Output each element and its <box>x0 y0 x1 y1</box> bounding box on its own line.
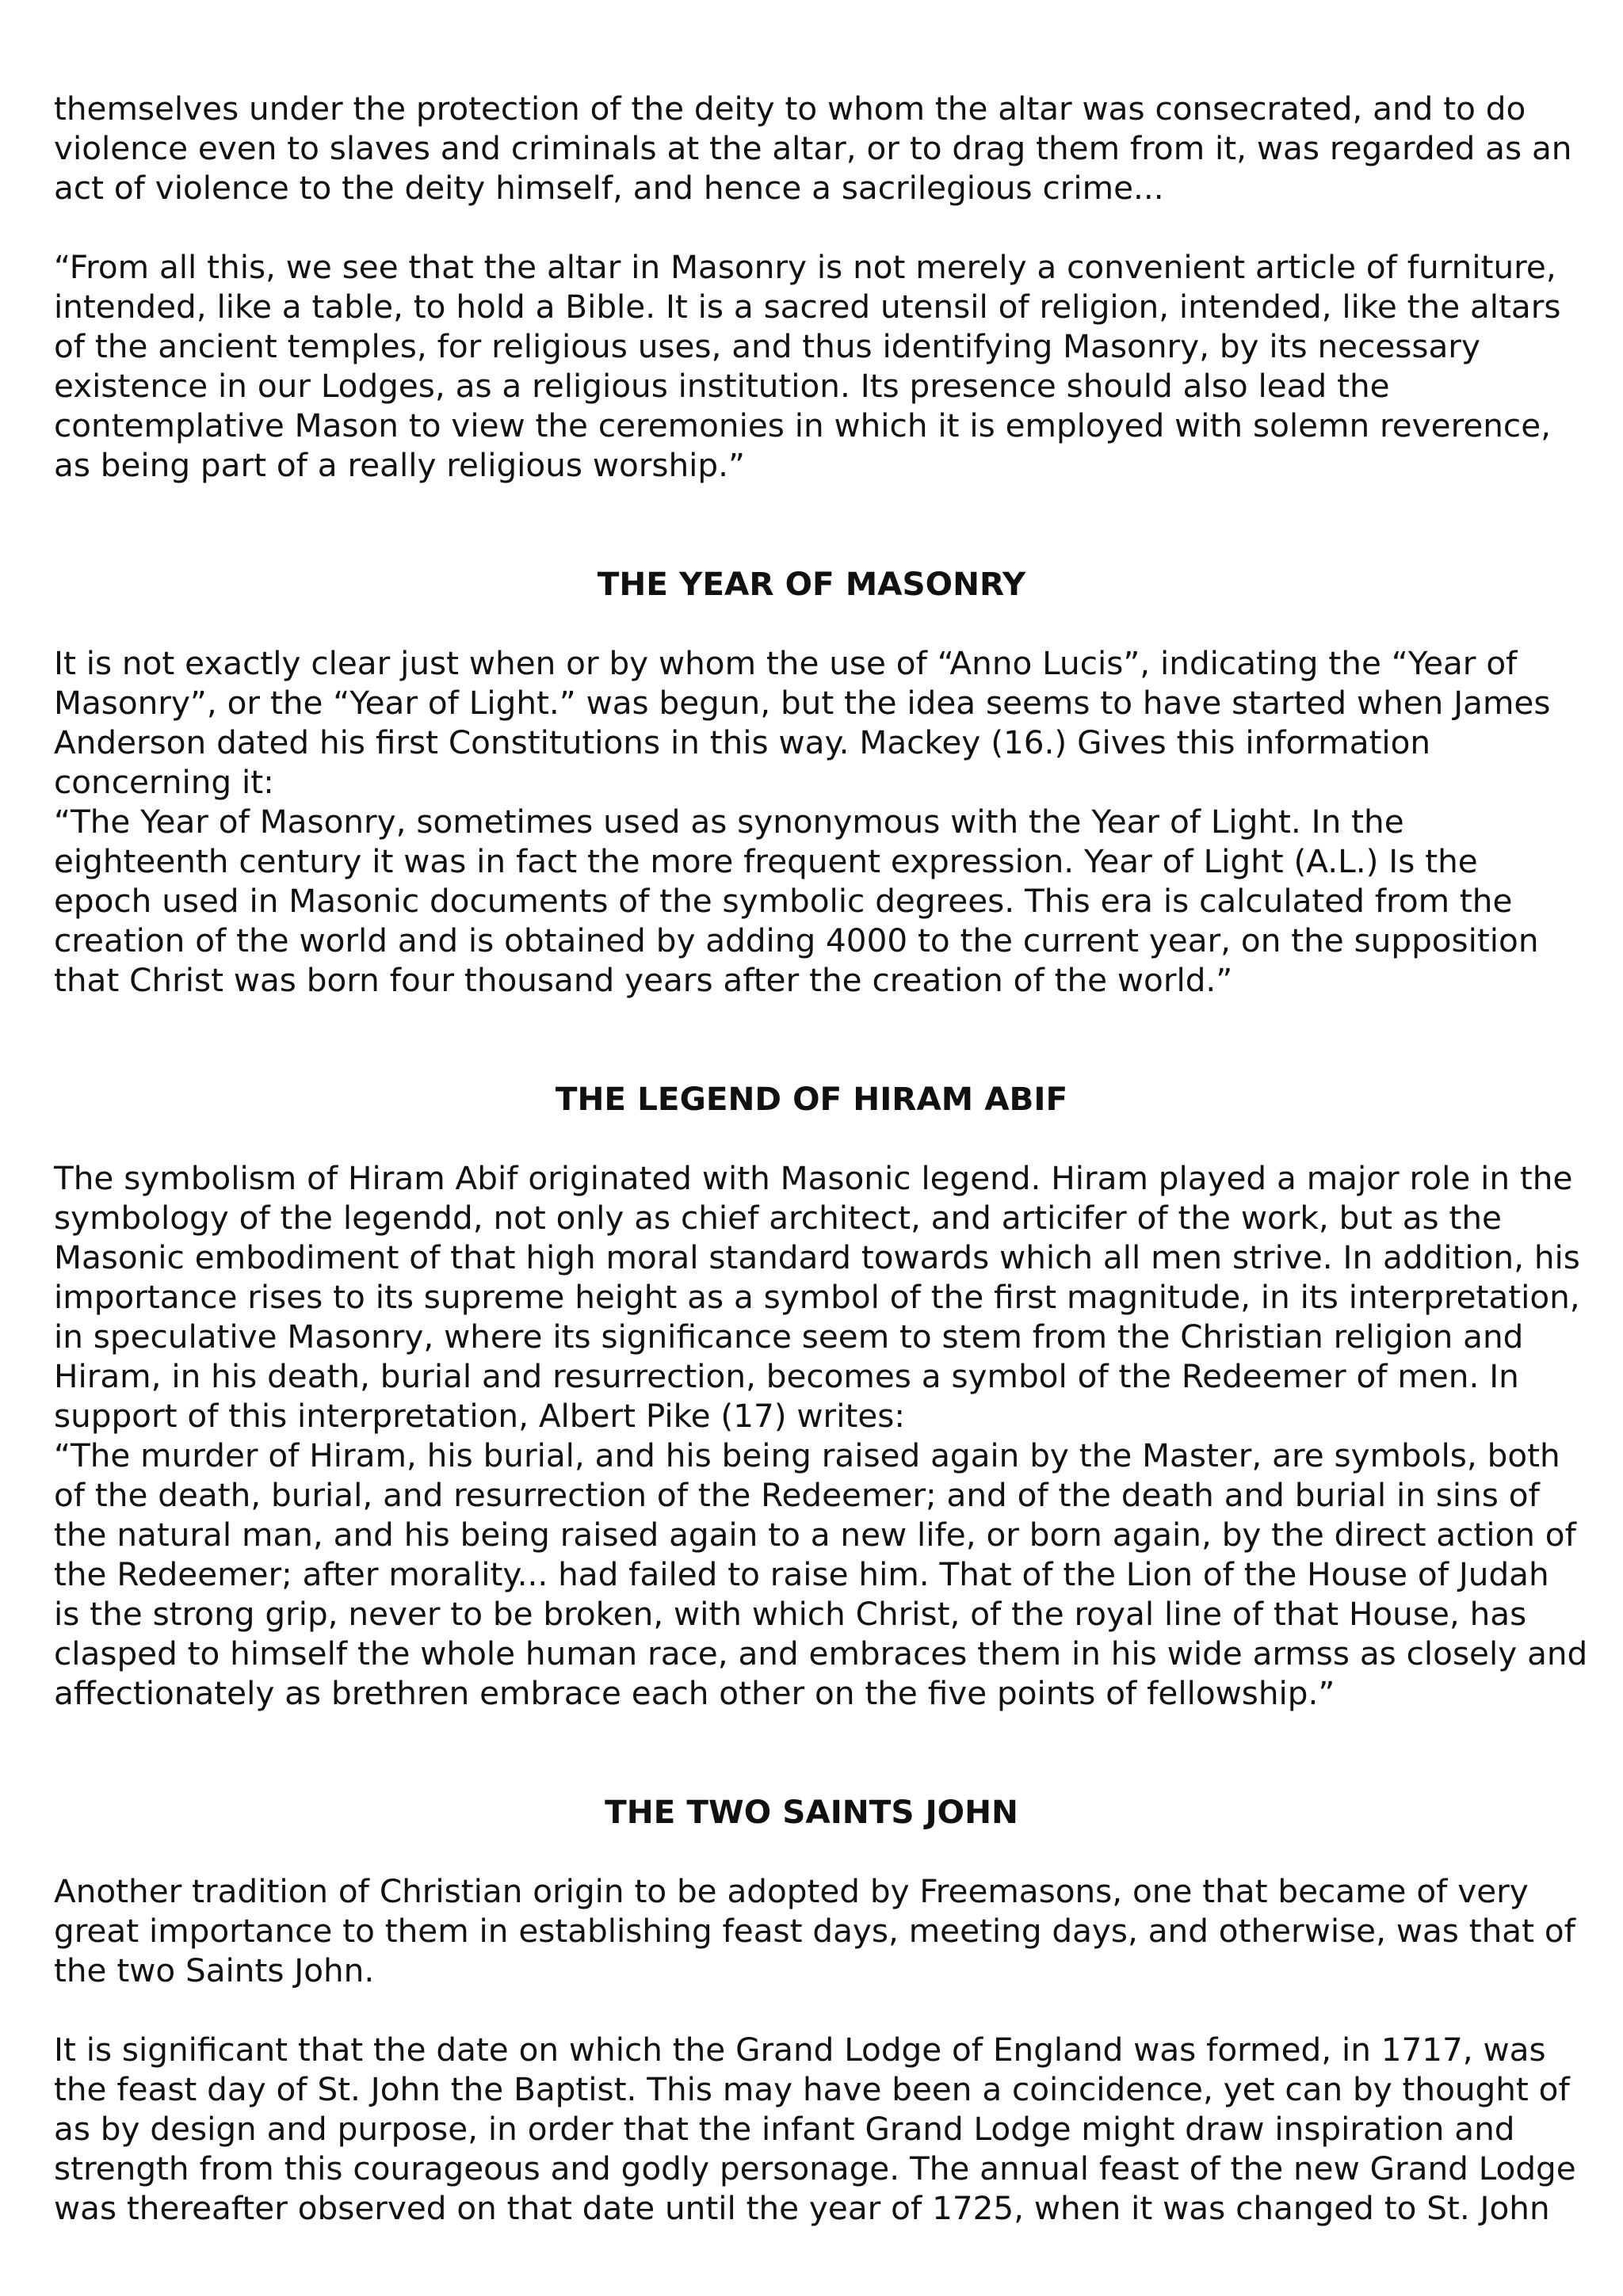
text-line: of the death, burial, and resurrection of the Redeemer; and of the death and burial in sins of <box>54 1476 1540 1514</box>
text-line: “The Year of Masonry, sometimes used as synonymous with the Year of Light. In the <box>54 803 1404 841</box>
text-line: Masonic embodiment of that high moral standard towards which all men strive. In addition, his <box>54 1238 1580 1276</box>
text-line: Hiram, in his death, burial and resurrection, becomes a symbol of the Redeemer of men. In <box>54 1357 1519 1395</box>
text-line: the two Saints John. <box>54 1951 375 1989</box>
text-line: Anderson dated his first Constitutions in this way. Mackey (16.) Gives this information <box>54 723 1431 761</box>
paragraph-altar-protection <box>54 89 1609 208</box>
text-line: as by design and purpose, in order that the infant Grand Lodge might draw inspiration and <box>54 2110 1515 2148</box>
section-heading-year-of-masonry: THE YEAR OF MASONRY <box>597 565 1026 603</box>
paragraph-grand-lodge <box>54 2030 1609 2228</box>
text-line: The symbolism of Hiram Abif originated with Masonic legend. Hiram played a major role in the <box>54 1159 1573 1197</box>
text-line: creation of the world and is obtained by adding 4000 to the current year, on the supposition <box>54 921 1539 959</box>
text-line: “From all this, we see that the altar in Masonry is not merely a convenient article of furniture, <box>54 248 1556 286</box>
text-line: strength from this courageous and godly personage. The annual feast of the new Grand Lodge <box>54 2149 1576 2187</box>
section-spacer <box>54 1713 1609 1792</box>
text-line: great importance to them in establishing feast days, meeting days, and otherwise, was that of <box>54 1912 1575 1950</box>
text-line: eighteenth century it was in fact the more frequent expression. Year of Light (A.L.) Is the <box>54 842 1478 880</box>
text-line: as being part of a really religious worship.” <box>54 446 745 484</box>
document-page <box>54 89 1609 2228</box>
paragraph-spacer <box>54 208 1609 247</box>
text-line: It is significant that the date on which the Grand Lodge of England was formed, in 1717, was <box>54 2031 1546 2069</box>
text-line: It is not exactly clear just when or by whom the use of “Anno Lucis”, indicating the “Year of <box>54 644 1518 682</box>
text-line: act of violence to the deity himself, and hence a sacrilegious crime... <box>54 169 1164 207</box>
text-line: in speculative Masonry, where its significance seem to stem from the Christian religion and <box>54 1318 1524 1356</box>
text-line: the feast day of St. John the Baptist. This may have been a coincidence, yet can by thought of <box>54 2070 1570 2108</box>
paragraph-spacer <box>54 1832 1609 1871</box>
text-line: was thereafter observed on that date until the year of 1725, when it was changed to St. John <box>54 2189 1550 2227</box>
text-line: clasped to himself the whole human race, and embraces them in his wide armss as closely and <box>54 1634 1588 1672</box>
text-line: that Christ was born four thousand years after the creation of the world.” <box>54 961 1233 999</box>
paragraph-altar-quote <box>54 247 1609 485</box>
paragraph-year-of-masonry <box>54 643 1609 1000</box>
text-line: intended, like a table, to hold a Bible. It is a sacred utensil of religion, intended, like the altars <box>54 288 1561 326</box>
text-line: importance rises to its supreme height as a symbol of the first magnitude, in its interpretation, <box>54 1278 1580 1316</box>
paragraph-spacer <box>54 1119 1609 1158</box>
paragraph-two-saints-intro <box>54 1871 1609 1990</box>
text-line: the Redeemer; after morality... had failed to raise him. That of the Lion of the House of Judah <box>54 1555 1549 1593</box>
section-heading-legend-of-hiram-abif: THE LEGEND OF HIRAM ABIF <box>555 1080 1068 1118</box>
text-line: is the strong grip, never to be broken, with which Christ, of the royal line of that House, has <box>54 1595 1527 1633</box>
text-line: Masonry”, or the “Year of Light.” was begun, but the idea seems to have started when James <box>54 684 1551 722</box>
paragraph-hiram-abif <box>54 1158 1609 1713</box>
text-line: concerning it: <box>54 763 274 801</box>
paragraph-spacer <box>54 1990 1609 2030</box>
text-line: existence in our Lodges, as a religious institution. Its presence should also lead the <box>54 367 1390 405</box>
text-line: contemplative Mason to view the ceremonies in which it is employed with solemn reverence, <box>54 406 1551 444</box>
section-heading-two-saints-john: THE TWO SAINTS JOHN <box>605 1793 1018 1831</box>
text-line: violence even to slaves and criminals at the altar, or to drag them from it, was regarded as an <box>54 129 1572 167</box>
text-line: affectionately as brethren embrace each other on the five points of fellowship.” <box>54 1674 1335 1712</box>
text-line: symbology of the legendd, not only as chief architect, and articifer of the work, but as the <box>54 1199 1502 1237</box>
section-spacer <box>54 485 1609 564</box>
paragraph-spacer <box>54 604 1609 643</box>
text-line: Another tradition of Christian origin to be adopted by Freemasons, one that became of very <box>54 1872 1529 1910</box>
text-line: support of this interpretation, Albert Pike (17) writes: <box>54 1397 905 1435</box>
text-line: the natural man, and his being raised again to a new life, or born again, by the direct action of <box>54 1516 1576 1554</box>
text-line: themselves under the protection of the deity to whom the altar was consecrated, and to do <box>54 90 1526 128</box>
section-spacer <box>54 1000 1609 1079</box>
text-line: epoch used in Masonic documents of the symbolic degrees. This era is calculated from the <box>54 882 1513 920</box>
text-line: of the ancient temples, for religious uses, and thus identifying Masonry, by its necessary <box>54 327 1480 365</box>
text-line: “The murder of Hiram, his burial, and his being raised again by the Master, are symbols, both <box>54 1436 1560 1474</box>
